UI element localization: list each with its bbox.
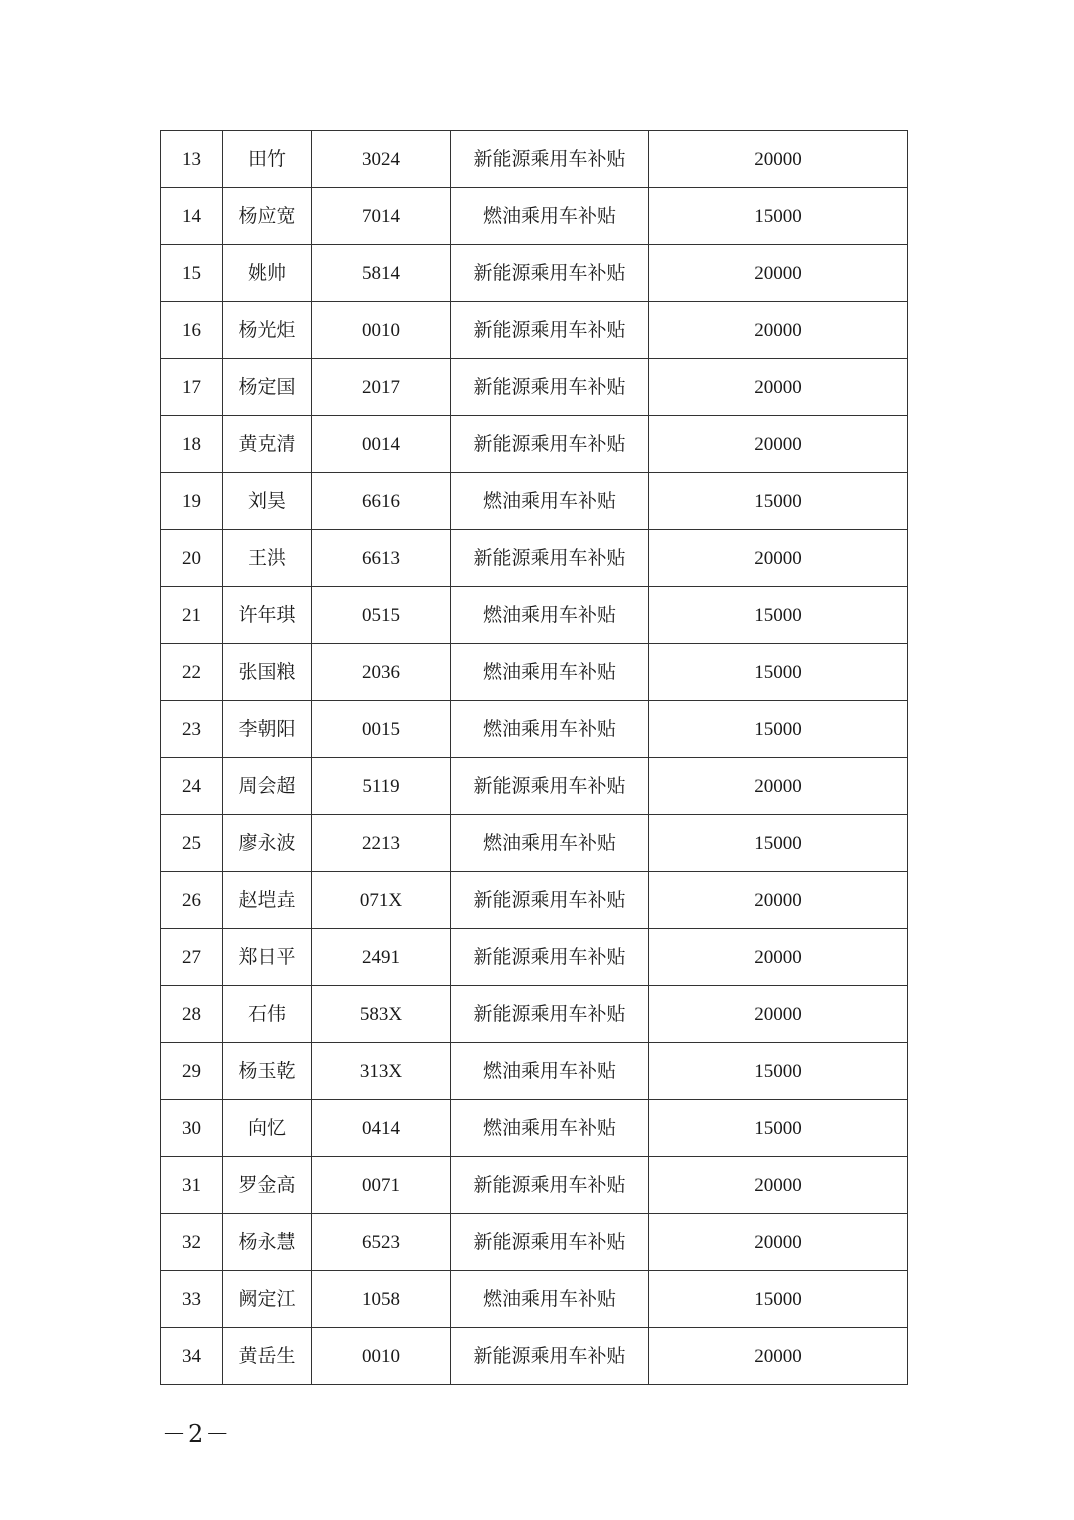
table-row [161, 1328, 908, 1385]
cell-amount: 15000 [649, 473, 908, 530]
table-body [161, 131, 908, 1385]
cell-number: 30 [161, 1100, 223, 1157]
cell-name: 郑日平 [223, 929, 312, 986]
cell-number: 24 [161, 758, 223, 815]
cell-name: 许年琪 [223, 587, 312, 644]
cell-number: 33 [161, 1271, 223, 1328]
cell-number: 20 [161, 530, 223, 587]
page-number: －2－ [162, 1420, 232, 1448]
table-row [161, 245, 908, 302]
table-row [161, 473, 908, 530]
cell-amount: 15000 [649, 1100, 908, 1157]
table-row [161, 1214, 908, 1271]
cell-number: 28 [161, 986, 223, 1043]
cell-subsidy-type: 新能源乘用车补贴 [451, 1157, 649, 1214]
cell-name: 杨玉乾 [223, 1043, 312, 1100]
table-row [161, 644, 908, 701]
cell-name: 黄岳生 [223, 1328, 312, 1385]
cell-number: 23 [161, 701, 223, 758]
cell-name: 黄克清 [223, 416, 312, 473]
cell-subsidy-type: 燃油乘用车补贴 [451, 1100, 649, 1157]
cell-id-tail: 2017 [312, 359, 451, 416]
table-row [161, 1100, 908, 1157]
cell-name: 田竹 [223, 131, 312, 188]
cell-amount: 15000 [649, 587, 908, 644]
table-row [161, 1043, 908, 1100]
table-row [161, 701, 908, 758]
cell-number: 27 [161, 929, 223, 986]
table-row [161, 416, 908, 473]
cell-name: 杨应宽 [223, 188, 312, 245]
table-row [161, 359, 908, 416]
cell-id-tail: 5119 [312, 758, 451, 815]
cell-subsidy-type: 燃油乘用车补贴 [451, 587, 649, 644]
table-row [161, 872, 908, 929]
cell-id-tail: 7014 [312, 188, 451, 245]
cell-id-tail: 2036 [312, 644, 451, 701]
cell-name: 杨光炬 [223, 302, 312, 359]
cell-subsidy-type: 新能源乘用车补贴 [451, 302, 649, 359]
cell-subsidy-type: 新能源乘用车补贴 [451, 758, 649, 815]
cell-amount: 20000 [649, 245, 908, 302]
cell-number: 13 [161, 131, 223, 188]
cell-id-tail: 2213 [312, 815, 451, 872]
cell-name: 周会超 [223, 758, 312, 815]
table-row [161, 929, 908, 986]
table-row [161, 302, 908, 359]
cell-amount: 15000 [649, 1271, 908, 1328]
cell-amount: 20000 [649, 302, 908, 359]
table-row [161, 1157, 908, 1214]
cell-number: 21 [161, 587, 223, 644]
cell-id-tail: 6616 [312, 473, 451, 530]
cell-amount: 20000 [649, 929, 908, 986]
cell-id-tail: 071X [312, 872, 451, 929]
cell-subsidy-type: 新能源乘用车补贴 [451, 872, 649, 929]
cell-subsidy-type: 燃油乘用车补贴 [451, 1043, 649, 1100]
cell-amount: 20000 [649, 986, 908, 1043]
cell-number: 16 [161, 302, 223, 359]
cell-number: 26 [161, 872, 223, 929]
cell-id-tail: 0010 [312, 302, 451, 359]
cell-id-tail: 0015 [312, 701, 451, 758]
cell-amount: 15000 [649, 701, 908, 758]
cell-number: 31 [161, 1157, 223, 1214]
cell-amount: 20000 [649, 872, 908, 929]
cell-amount: 20000 [649, 530, 908, 587]
cell-subsidy-type: 燃油乘用车补贴 [451, 701, 649, 758]
cell-name: 姚帅 [223, 245, 312, 302]
cell-amount: 15000 [649, 815, 908, 872]
cell-id-tail: 0515 [312, 587, 451, 644]
cell-amount: 20000 [649, 359, 908, 416]
cell-name: 罗金高 [223, 1157, 312, 1214]
cell-name: 廖永波 [223, 815, 312, 872]
cell-id-tail: 3024 [312, 131, 451, 188]
cell-amount: 20000 [649, 416, 908, 473]
cell-amount: 15000 [649, 188, 908, 245]
cell-amount: 15000 [649, 1043, 908, 1100]
cell-subsidy-type: 新能源乘用车补贴 [451, 1214, 649, 1271]
cell-subsidy-type: 新能源乘用车补贴 [451, 929, 649, 986]
cell-subsidy-type: 新能源乘用车补贴 [451, 359, 649, 416]
cell-subsidy-type: 新能源乘用车补贴 [451, 131, 649, 188]
cell-name: 向忆 [223, 1100, 312, 1157]
table-row [161, 530, 908, 587]
cell-id-tail: 313X [312, 1043, 451, 1100]
cell-id-tail: 0014 [312, 416, 451, 473]
cell-subsidy-type: 燃油乘用车补贴 [451, 815, 649, 872]
cell-subsidy-type: 新能源乘用车补贴 [451, 986, 649, 1043]
table-row [161, 758, 908, 815]
cell-subsidy-type: 新能源乘用车补贴 [451, 245, 649, 302]
subsidy-table [160, 130, 908, 1385]
cell-name: 刘昊 [223, 473, 312, 530]
table-row [161, 815, 908, 872]
cell-id-tail: 6523 [312, 1214, 451, 1271]
cell-name: 杨定国 [223, 359, 312, 416]
cell-name: 赵垲垚 [223, 872, 312, 929]
cell-amount: 20000 [649, 131, 908, 188]
cell-number: 29 [161, 1043, 223, 1100]
cell-number: 17 [161, 359, 223, 416]
cell-subsidy-type: 燃油乘用车补贴 [451, 188, 649, 245]
cell-amount: 20000 [649, 1328, 908, 1385]
cell-subsidy-type: 新能源乘用车补贴 [451, 416, 649, 473]
cell-id-tail: 0010 [312, 1328, 451, 1385]
cell-id-tail: 0414 [312, 1100, 451, 1157]
cell-number: 25 [161, 815, 223, 872]
cell-amount: 20000 [649, 758, 908, 815]
table-row [161, 1271, 908, 1328]
cell-id-tail: 2491 [312, 929, 451, 986]
table-row [161, 188, 908, 245]
cell-id-tail: 0071 [312, 1157, 451, 1214]
cell-subsidy-type: 燃油乘用车补贴 [451, 473, 649, 530]
cell-number: 32 [161, 1214, 223, 1271]
cell-subsidy-type: 新能源乘用车补贴 [451, 1328, 649, 1385]
cell-name: 王洪 [223, 530, 312, 587]
cell-id-tail: 5814 [312, 245, 451, 302]
cell-number: 19 [161, 473, 223, 530]
cell-id-tail: 6613 [312, 530, 451, 587]
cell-name: 石伟 [223, 986, 312, 1043]
cell-id-tail: 583X [312, 986, 451, 1043]
cell-subsidy-type: 新能源乘用车补贴 [451, 530, 649, 587]
cell-id-tail: 1058 [312, 1271, 451, 1328]
cell-number: 22 [161, 644, 223, 701]
cell-name: 李朝阳 [223, 701, 312, 758]
table-row [161, 131, 908, 188]
cell-number: 34 [161, 1328, 223, 1385]
cell-amount: 20000 [649, 1214, 908, 1271]
table-row [161, 587, 908, 644]
cell-subsidy-type: 燃油乘用车补贴 [451, 1271, 649, 1328]
table-row [161, 986, 908, 1043]
cell-subsidy-type: 燃油乘用车补贴 [451, 644, 649, 701]
cell-amount: 20000 [649, 1157, 908, 1214]
cell-number: 14 [161, 188, 223, 245]
cell-name: 阙定江 [223, 1271, 312, 1328]
cell-number: 18 [161, 416, 223, 473]
cell-name: 张国粮 [223, 644, 312, 701]
cell-name: 杨永慧 [223, 1214, 312, 1271]
cell-number: 15 [161, 245, 223, 302]
cell-amount: 15000 [649, 644, 908, 701]
